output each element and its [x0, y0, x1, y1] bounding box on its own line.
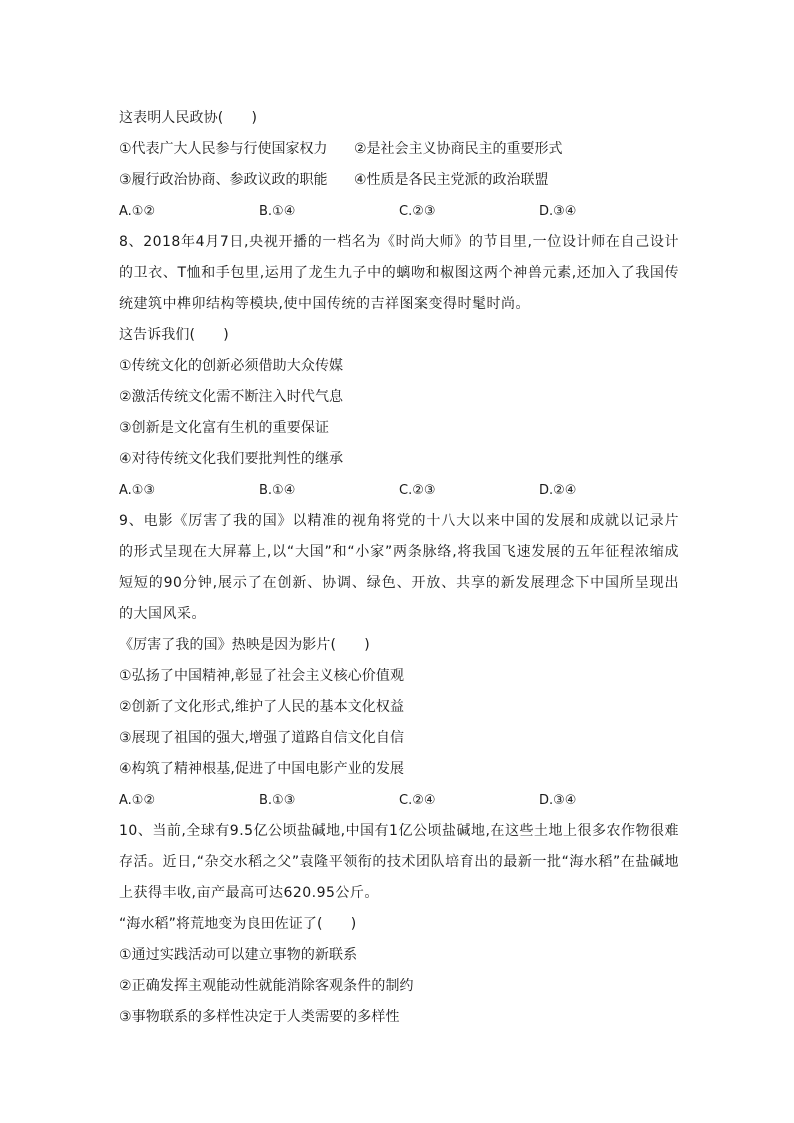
q8-option-4: ④对待传统文化我们要批判性的继承	[119, 451, 344, 467]
q9-answer-a: A.①②	[119, 793, 156, 808]
q9-answer-d: D.③④	[539, 793, 577, 808]
q7-answer-c: C.②③	[399, 204, 436, 219]
q10-text: 10、当前,全球有9.5亿公顷盐碱地,中国有1亿公顷盐碱地,在这些土地上很多农作物很难存活。近日,“杂交水稻之父”袁隆平领衔的技术团队培育出的最新一批“海水稻”在盐碱地上获得丰收,亩产最高可达620.95公斤。	[119, 823, 679, 901]
q7-options-row-2	[119, 165, 679, 196]
q10-stem: “海水稻”将荒地变为良田佐证了( )	[119, 916, 357, 932]
q8-option-2: ②激活传统文化需不断注入时代气息	[119, 389, 344, 405]
q7-answers	[119, 196, 679, 227]
q8-option-3: ③创新是文化富有生机的重要保证	[119, 420, 330, 436]
q8-answer-a: A.①③	[119, 483, 156, 498]
q9-option-4: ④构筑了精神根基,促进了中国电影产业的发展	[119, 761, 405, 777]
q10-option-3: ③事物联系的多样性决定于人类需要的多样性	[119, 1009, 400, 1025]
document-content	[119, 103, 679, 1033]
q7-option-2: ②是社会主义协商民主的重要形式	[354, 141, 563, 157]
q7-answer-b: B.①④	[259, 204, 296, 219]
q7-stem: 这表明人民政协( )	[119, 110, 258, 126]
q9-answer-c: C.②④	[399, 793, 436, 808]
q7-option-1: ①代表广大人民参与行使国家权力	[119, 141, 328, 157]
q10-option-1: ①通过实践活动可以建立事物的新联系	[119, 947, 358, 963]
q7-options-row-1	[119, 134, 679, 165]
q9-option-2: ②创新了文化形式,维护了人民的基本文化权益	[119, 699, 405, 715]
q8-answer-d: D.②④	[539, 483, 577, 498]
q9-option-1: ①弘扬了中国精神,彰显了社会主义核心价值观	[119, 668, 405, 684]
q9-answers	[119, 785, 679, 816]
q10-option-2: ②正确发挥主观能动性就能消除客观条件的制约	[119, 978, 414, 994]
q8-answers	[119, 475, 679, 506]
q9-answer-b: B.①③	[259, 793, 296, 808]
q9-stem: 《厉害了我的国》热映是因为影片( )	[119, 637, 370, 653]
q8-answer-b: B.①④	[259, 483, 296, 498]
q7-answer-a: A.①②	[119, 204, 156, 219]
q8-option-1: ①传统文化的创新必须借助大众传媒	[119, 358, 344, 374]
q7-answer-d: D.③④	[539, 204, 577, 219]
q8-answer-c: C.②③	[399, 483, 436, 498]
q8-text: 8、2018年4月7日,央视开播的一档名为《时尚大师》的节目里,一位设计师在自己设计的卫衣、T恤和手包里,运用了龙生九子中的螭吻和椒图这两个神兽元素,还加入了我国传统建筑中榫卯结构等模块,使中国传统的吉祥图案变得时髦时尚。	[119, 234, 679, 312]
q7-option-4: ④性质是各民主党派的政治联盟	[354, 172, 549, 188]
q7-option-3: ③履行政治协商、参政议政的职能	[119, 172, 328, 188]
q9-option-3: ③展现了祖国的强大,增强了道路自信文化自信	[119, 730, 405, 746]
q9-text: 9、电影《厉害了我的国》以精准的视角将党的十八大以来中国的发展和成就以记录片的形式呈现在大屏幕上,以“大国”和“小家”两条脉络,将我国飞速发展的五年征程浓缩成短短的90分钟,展示了在创新、协调、绿色、开放、共享的新发展理念下中国所呈现出的大国风采。	[119, 513, 679, 622]
q8-stem: 这告诉我们( )	[119, 327, 229, 343]
